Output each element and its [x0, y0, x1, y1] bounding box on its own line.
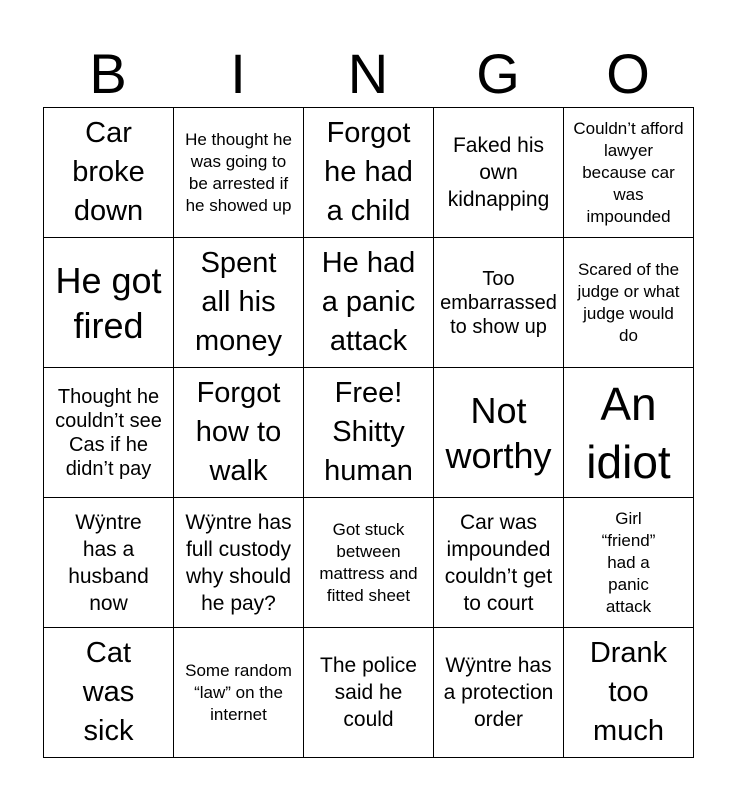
bingo-cell[interactable] [174, 498, 304, 628]
cell-text: Thought he couldn’t see Cas if he didn’t pay [55, 385, 162, 480]
cell-text: He thought he was going to be arrested if he showed up [185, 129, 292, 215]
bingo-cell[interactable] [44, 498, 174, 628]
bingo-cell[interactable] [44, 368, 174, 498]
cell-text: Got stuck between mattress and fitted sheet [319, 519, 418, 605]
bingo-cell[interactable] [304, 108, 434, 238]
cell-text: The police said he could [320, 654, 417, 731]
cell-text: He had a panic attack [321, 247, 416, 357]
bingo-cell[interactable] [174, 238, 304, 368]
cell-text: Free! Shitty human [324, 377, 413, 487]
bingo-cell[interactable] [434, 498, 564, 628]
cell-text: Car broke down [72, 117, 145, 227]
bingo-cell[interactable] [44, 108, 174, 238]
bingo-cell[interactable] [174, 368, 304, 498]
header-letter-g: G [476, 42, 520, 105]
cell-text: Wÿntre has a protection order [443, 654, 554, 731]
cell-text: Forgot he had a child [324, 117, 413, 227]
cell-text: Drank too much [589, 637, 668, 747]
bingo-board [43, 107, 694, 758]
bingo-cell[interactable] [564, 238, 694, 368]
bingo-cell[interactable] [44, 238, 174, 368]
bingo-cell[interactable] [304, 498, 434, 628]
bingo-cell[interactable] [564, 628, 694, 758]
bingo-cell[interactable] [174, 628, 304, 758]
cell-text: Forgot how to walk [195, 377, 282, 487]
cell-text: Couldn’t afford lawyer because car was impounded [573, 118, 684, 226]
cell-text: Too embarrassed to show up [440, 267, 557, 338]
bingo-cell[interactable] [434, 108, 564, 238]
cell-text: Cat was sick [82, 637, 135, 747]
cell-text: Wÿntre has full custody why should he pay? [185, 510, 292, 615]
cell-text: Not worthy [445, 389, 552, 476]
bingo-cell[interactable] [304, 238, 434, 368]
bingo-cell[interactable] [434, 628, 564, 758]
bingo-cell[interactable] [564, 368, 694, 498]
bingo-cell[interactable] [44, 628, 174, 758]
bingo-cell[interactable] [434, 238, 564, 368]
cell-text: Wÿntre has a husband now [68, 510, 149, 615]
cell-text: An idiot [586, 377, 671, 488]
bingo-cell[interactable] [304, 628, 434, 758]
cell-text: He got fired [55, 259, 162, 346]
header-letter-i: I [230, 42, 246, 105]
cell-text: Faked his own kidnapping [447, 134, 550, 211]
bingo-cell[interactable] [174, 108, 304, 238]
bingo-cell[interactable] [564, 108, 694, 238]
header-letter-n: N [347, 42, 389, 105]
bingo-cell[interactable] [564, 498, 694, 628]
cell-text: Spent all his money [194, 247, 283, 357]
bingo-header [43, 40, 693, 108]
bingo-cell[interactable] [304, 368, 434, 498]
cell-text: Scared of the judge or what judge would do [577, 259, 680, 345]
header-letter-b: B [89, 42, 127, 105]
bingo-cell[interactable] [434, 368, 564, 498]
cell-text: Car was impounded couldn’t get to court [444, 510, 553, 615]
header-letter-o: O [606, 42, 650, 105]
cell-text: Some random “law” on the internet [185, 660, 292, 724]
cell-text: Girl “friend” had a panic attack [601, 508, 656, 616]
